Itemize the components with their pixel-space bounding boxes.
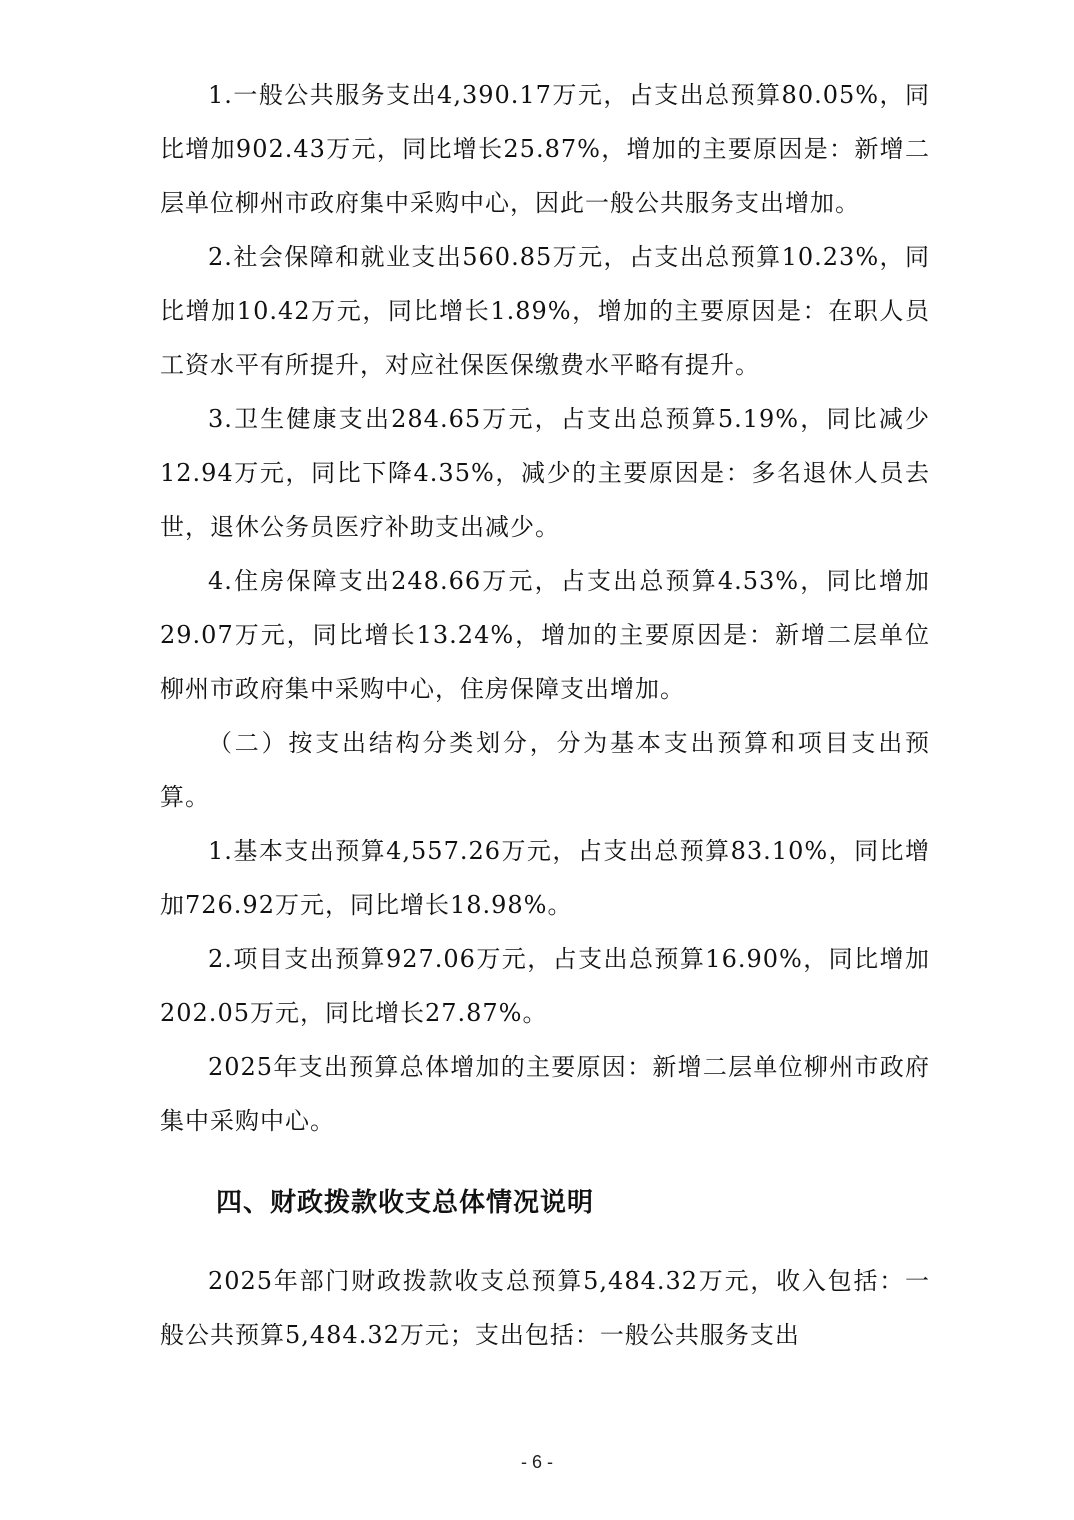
paragraph-basic-expenditure: 1.基本支出预算4,557.26万元，占支出总预算83.10%，同比增加726.92万元，同比增长18.98%。 <box>160 837 930 919</box>
paragraph-general-public-services: 1.一般公共服务支出4,390.17万元，占支出总预算80.05%，同比增加902.43万元，同比增长25.87%，增加的主要原因是：新增二层单位柳州市政府集中采购中心，因此一般公共服务支出增加。 <box>160 81 930 217</box>
section-heading: 四、财政拨款收支总体情况说明 <box>216 1188 595 1218</box>
paragraph-expenditure-structure: （二）按支出结构分类划分，分为基本支出预算和项目支出预算。 <box>160 729 930 811</box>
paragraph-health: 3.卫生健康支出284.65万元，占支出总预算5.19%，同比减少12.94万元，同比下降4.35%，减少的主要原因是：多名退休人员去世，退休公务员医疗补助支出减少。 <box>160 405 930 541</box>
page-content <box>160 68 930 1362</box>
page-number: - 6 - <box>520 1452 553 1472</box>
paragraph-fiscal-appropriation: 2025年部门财政拨款收支总预算5,484.32万元，收入包括：一般公共预算5,484.32万元；支出包括：一般公共服务支出 <box>160 1267 930 1349</box>
paragraph-housing: 4.住房保障支出248.66万元，占支出总预算4.53%，同比增加29.07万元，同比增长13.24%，增加的主要原因是：新增二层单位柳州市政府集中采购中心，住房保障支出增加。 <box>160 567 930 703</box>
paragraph-increase-reason: 2025年支出预算总体增加的主要原因：新增二层单位柳州市政府集中采购中心。 <box>160 1053 930 1135</box>
paragraph-project-expenditure: 2.项目支出预算927.06万元，占支出总预算16.90%，同比增加202.05万元，同比增长27.87%。 <box>160 945 930 1027</box>
paragraph-social-security: 2.社会保障和就业支出560.85万元，占支出总预算10.23%，同比增加10.42万元，同比增长1.89%，增加的主要原因是：在职人员工资水平有所提升，对应社保医保缴费水平略有提升。 <box>160 243 930 379</box>
